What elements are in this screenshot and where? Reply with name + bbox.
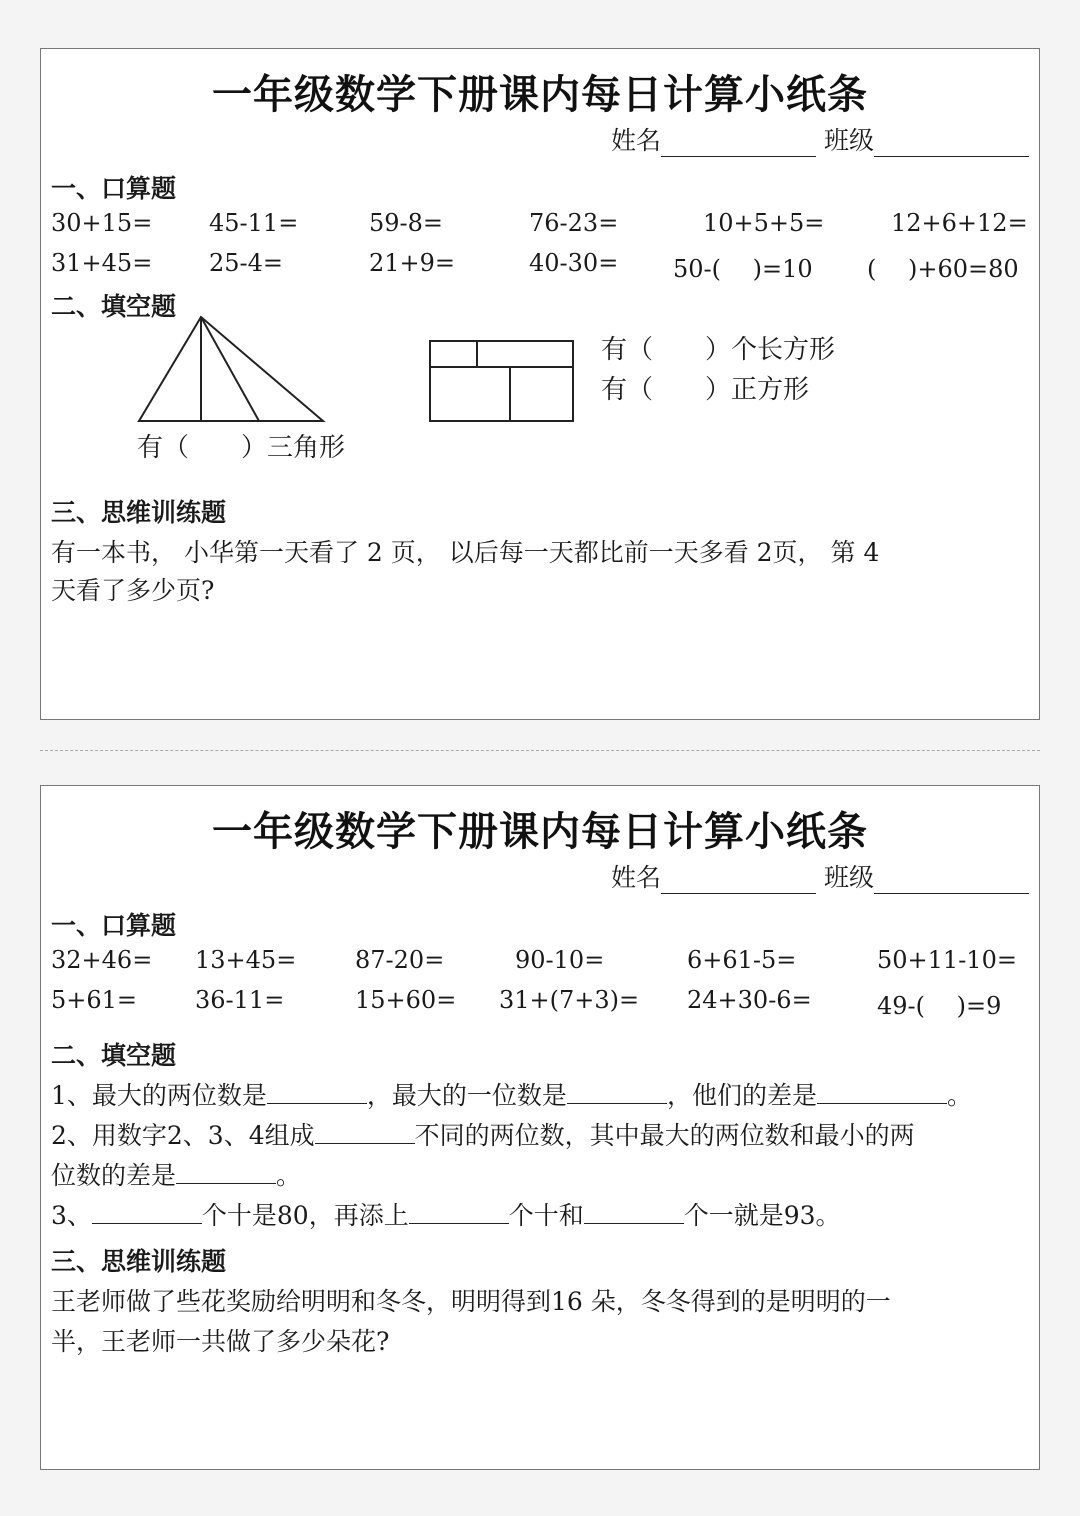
- section-mental-arithmetic: 一、口算题: [51, 174, 177, 203]
- problem-text-line: 有一本书， 小华第一天看了 2 页， 以后每一天都比前一天多看 2页， 第 4: [51, 538, 880, 567]
- fill-text: 个一就是93。: [683, 1201, 841, 1230]
- section-thinking: 三、思维训练题: [51, 1247, 227, 1276]
- worksheet-card-1: [40, 48, 1040, 720]
- answer-blank[interactable]: [817, 1079, 947, 1104]
- equation: 6+61-5=: [687, 946, 797, 974]
- fill-question-2: [51, 1116, 915, 1152]
- worksheet-card-2: [40, 785, 1040, 1470]
- equation: 45-11=: [209, 209, 299, 237]
- equation: 5+61=: [51, 986, 138, 1014]
- answer-blank[interactable]: [176, 1159, 276, 1184]
- name-label: 姓名: [611, 863, 662, 892]
- square-caption: 有（ ）正方形: [601, 375, 810, 405]
- equation: 50+11-10=: [877, 946, 1017, 974]
- equation: 50-( )=10: [673, 255, 813, 283]
- equation: 32+46=: [51, 946, 153, 974]
- cut-line: [40, 750, 1040, 751]
- name-class-row: [611, 858, 1029, 894]
- rectangle-figure: [41, 49, 1041, 721]
- equation: 49-( )=9: [877, 992, 1002, 1020]
- problem-text-line: 王老师做了些花奖励给明明和冬冬，明明得到16 朵，冬冬得到的是明明的一: [51, 1287, 891, 1316]
- section-fill-blank: 二、填空题: [51, 292, 177, 321]
- equation: 90-10=: [515, 946, 605, 974]
- section-mental-arithmetic: 一、口算题: [51, 911, 177, 940]
- section-thinking: 三、思维训练题: [51, 498, 227, 527]
- blank-patch: [485, 629, 873, 699]
- equation: 31+(7+3)=: [499, 986, 640, 1014]
- class-blank[interactable]: [874, 867, 1029, 894]
- answer-blank[interactable]: [584, 1199, 684, 1224]
- problem-text-line: 半，王老师一共做了多少朵花?: [51, 1327, 390, 1356]
- name-blank[interactable]: [661, 867, 816, 894]
- equation: 21+9=: [369, 249, 456, 277]
- equation: 25-4=: [209, 249, 284, 277]
- equation: 13+45=: [195, 946, 297, 974]
- equation: 40-30=: [529, 249, 619, 277]
- equation: 87-20=: [355, 946, 445, 974]
- triangle-caption: 有（ ）三角形: [137, 433, 346, 463]
- equation: 15+60=: [355, 986, 457, 1014]
- equation: 10+5+5=: [703, 209, 825, 237]
- equation: 36-11=: [195, 986, 285, 1014]
- answer-blank[interactable]: [315, 1119, 415, 1144]
- fill-question-2-cont: [51, 1156, 301, 1192]
- fill-text: 位数的差是: [51, 1161, 177, 1190]
- fill-text: 1、最大的两位数是: [51, 1081, 267, 1110]
- fill-question-1: [51, 1076, 972, 1112]
- worksheet-title: 一年级数学下册课内每日计算小纸条: [212, 72, 868, 118]
- fill-text: 个十和: [508, 1201, 584, 1230]
- worksheet-title: 一年级数学下册课内每日计算小纸条: [212, 809, 868, 855]
- problem-text-line: 天看了多少页?: [51, 576, 215, 605]
- fill-text: 。: [276, 1161, 302, 1190]
- rectangle-caption: 有（ ）个长方形: [601, 335, 836, 365]
- fill-text: 。: [946, 1081, 972, 1110]
- equation: 31+45=: [51, 249, 153, 277]
- answer-blank[interactable]: [267, 1079, 367, 1104]
- answer-blank[interactable]: [567, 1079, 667, 1104]
- fill-text: 个十是80，再添上: [201, 1201, 409, 1230]
- name-label: 姓名: [611, 126, 662, 155]
- equation: 59-8=: [369, 209, 444, 237]
- fill-text: ，他们的差是: [666, 1081, 817, 1110]
- equation: 12+6+12=: [891, 209, 1028, 237]
- answer-blank[interactable]: [92, 1199, 202, 1224]
- equation: 30+15=: [51, 209, 153, 237]
- section-fill-blank: 二、填空题: [51, 1041, 177, 1070]
- class-label: 班级: [823, 863, 874, 892]
- fill-question-3: [51, 1196, 841, 1232]
- fill-text: 3、: [51, 1201, 92, 1230]
- equation: ( )+60=80: [867, 255, 1019, 283]
- fill-text: ，最大的一位数是: [366, 1081, 567, 1110]
- fill-text: 不同的两位数，其中最大的两位数和最小的两: [414, 1121, 915, 1150]
- equation: 76-23=: [529, 209, 619, 237]
- equation: 24+30-6=: [687, 986, 812, 1014]
- class-label: 班级: [823, 126, 874, 155]
- fill-text: 2、用数字2、3、4组成: [51, 1121, 315, 1150]
- answer-blank[interactable]: [409, 1199, 509, 1224]
